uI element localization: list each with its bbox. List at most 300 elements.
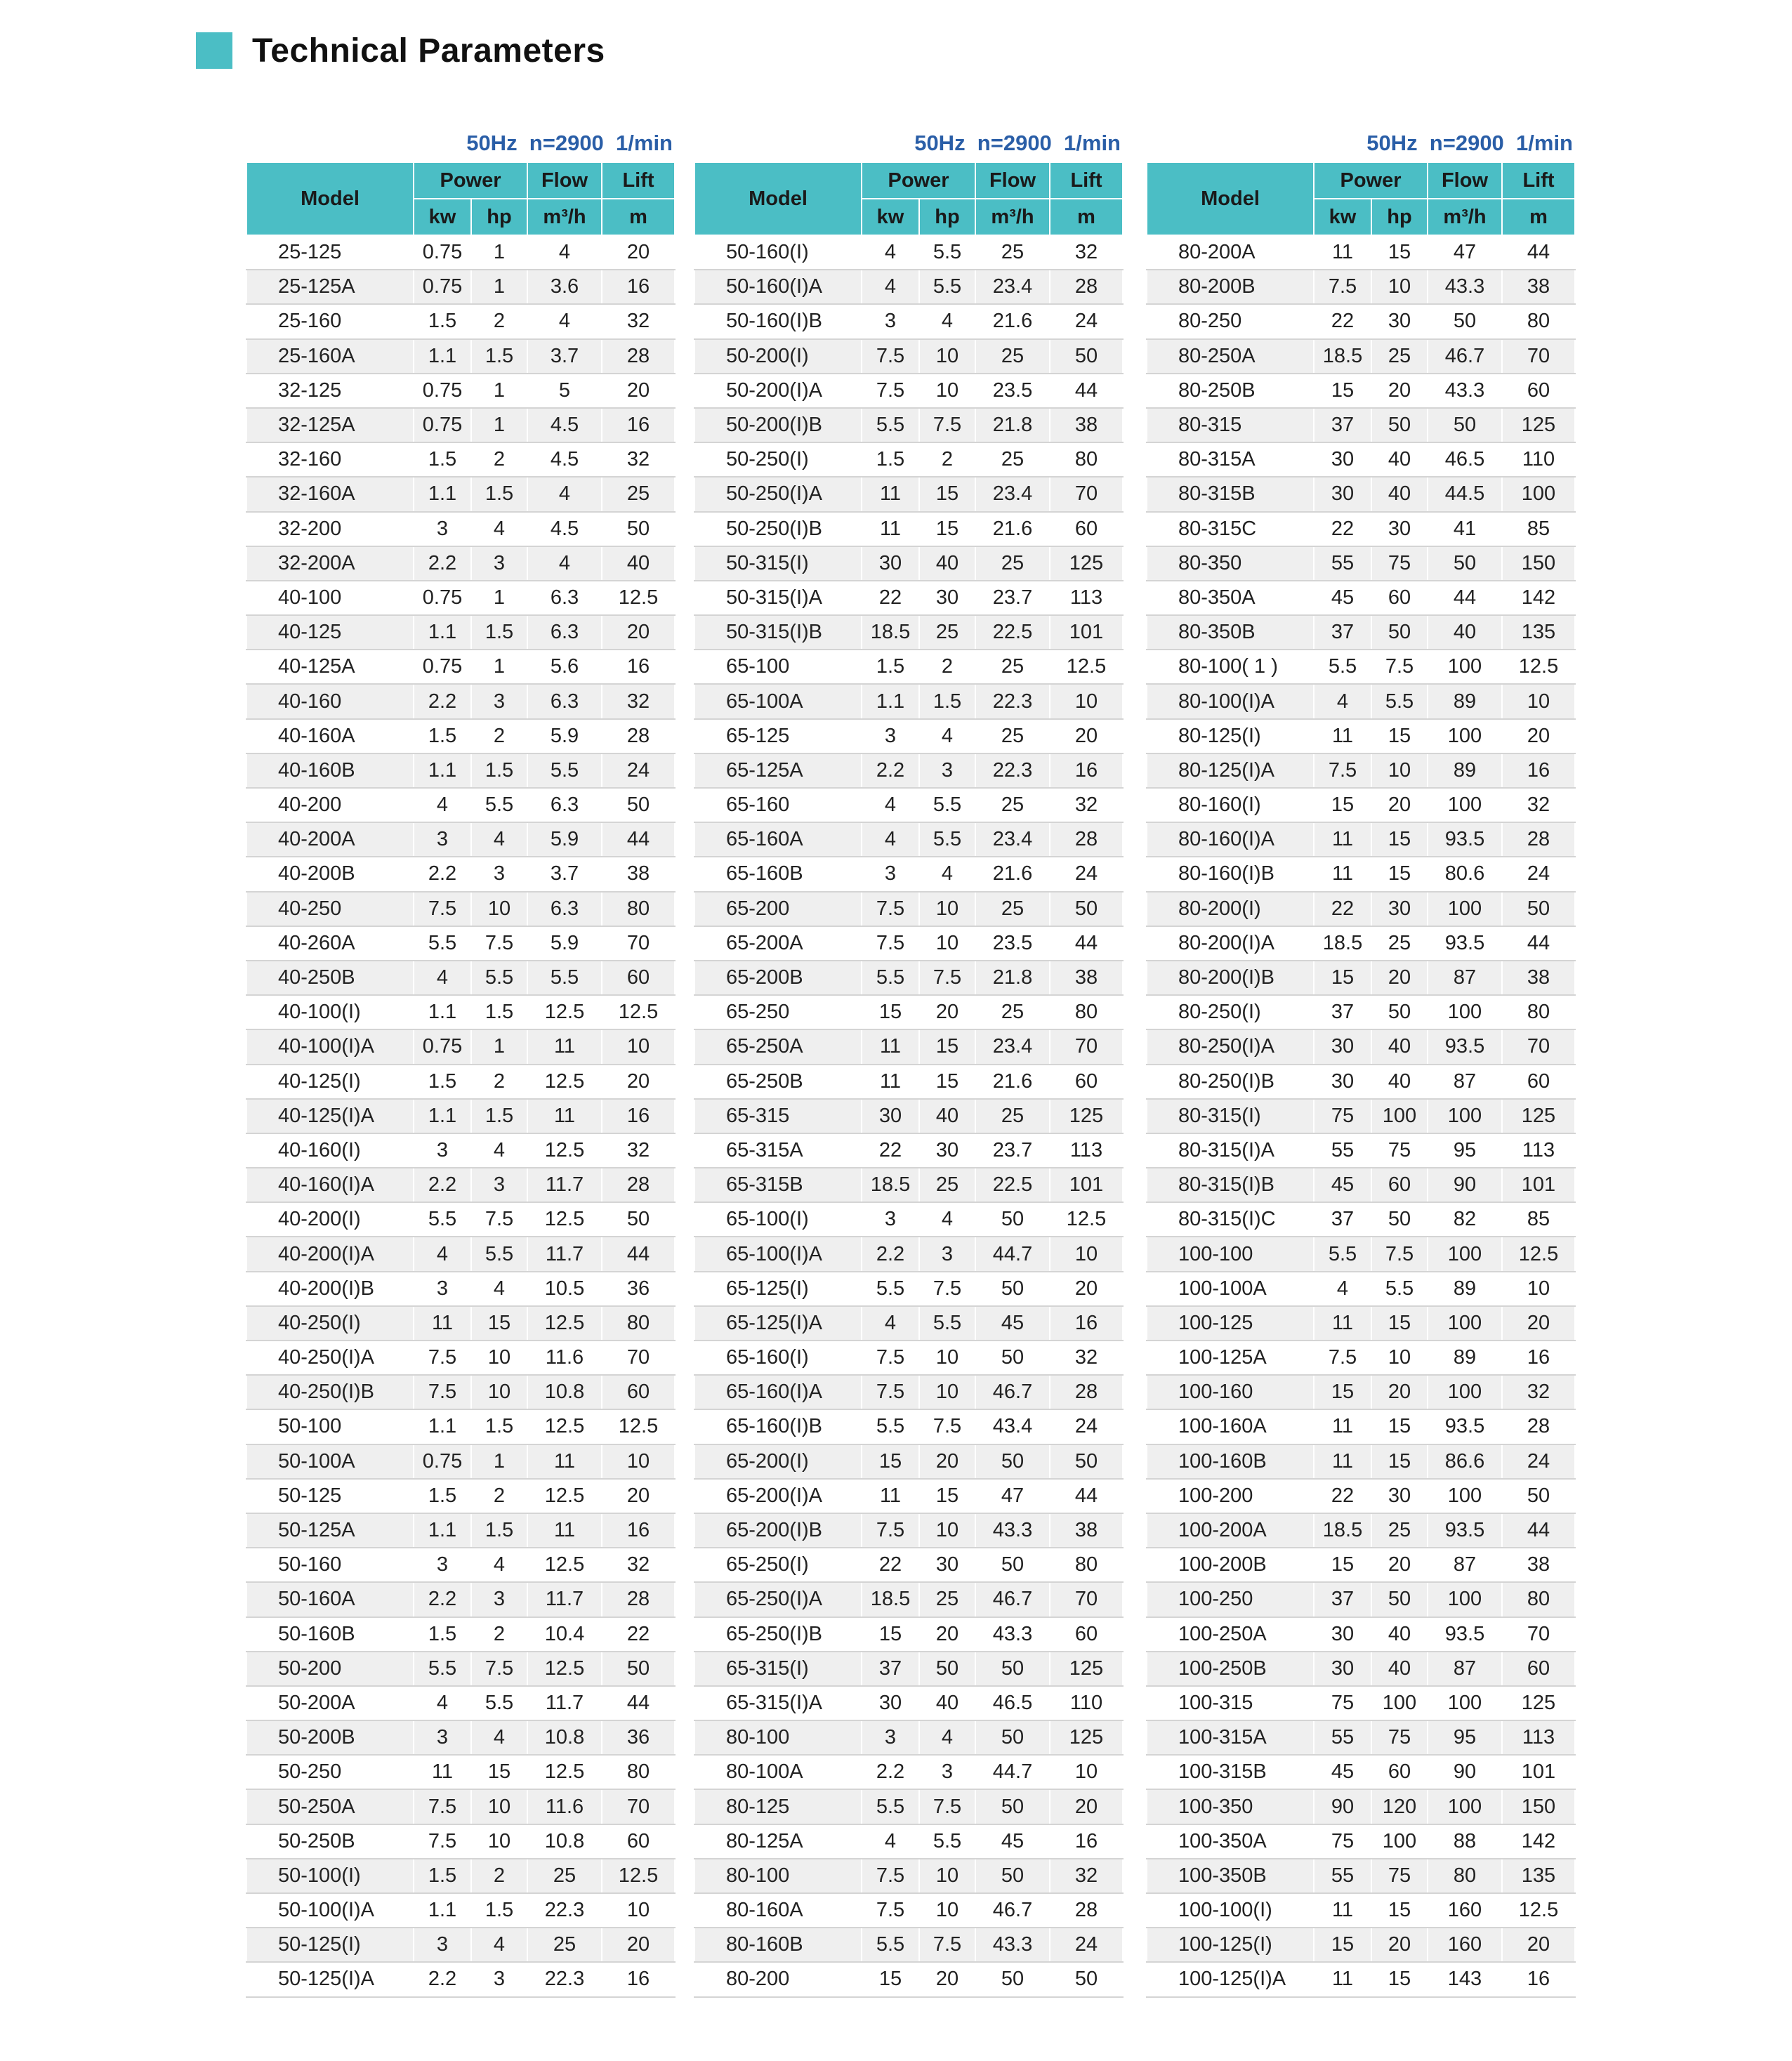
lift-cell: 125	[1050, 1720, 1123, 1755]
flow-cell: 5.9	[527, 822, 602, 857]
flow-cell: 100	[1428, 995, 1502, 1029]
hp-cell: 25	[1371, 1513, 1428, 1548]
hp-cell: 7.5	[919, 1409, 975, 1444]
hp-cell: 15	[919, 1029, 975, 1064]
lift-cell: 50	[602, 1202, 675, 1237]
kw-cell: 1.5	[414, 1065, 471, 1099]
hp-cell: 10	[919, 892, 975, 926]
model-cell: 80-160B	[694, 1928, 862, 1962]
hp-cell: 4	[919, 719, 975, 753]
flow-cell: 25	[975, 442, 1050, 477]
lift-cell: 70	[1050, 1029, 1123, 1064]
flow-cell: 50	[975, 1548, 1050, 1582]
kw-cell: 2.2	[414, 857, 471, 891]
table-row	[246, 235, 675, 270]
lift-cell: 20	[602, 235, 675, 270]
table-row	[1147, 1029, 1575, 1064]
model-cell: 80-250(I)B	[1147, 1065, 1314, 1099]
hp-cell: 5.5	[919, 270, 975, 304]
table-row	[246, 684, 675, 718]
flow-cell: 93.5	[1428, 1029, 1502, 1064]
kw-cell: 5.5	[1314, 1237, 1371, 1271]
hp-cell: 1.5	[471, 615, 527, 650]
model-cell: 50-250A	[246, 1789, 414, 1824]
model-cell: 80-125(I)	[1147, 719, 1314, 753]
hp-cell: 1.5	[471, 995, 527, 1029]
table-row	[694, 304, 1123, 338]
hp-cell: 2	[919, 650, 975, 684]
flow-cell: 86.6	[1428, 1444, 1502, 1479]
table-row	[246, 304, 675, 338]
table-row	[694, 270, 1123, 304]
flow-cell: 44.5	[1428, 477, 1502, 511]
hp-cell: 3	[471, 1168, 527, 1202]
hp-cell: 3	[919, 1237, 975, 1271]
flow-cell: 23.7	[975, 1133, 1050, 1168]
table-row	[694, 1341, 1123, 1375]
hp-cell: 20	[1371, 1548, 1428, 1582]
kw-cell: 18.5	[1314, 339, 1371, 374]
table-row	[694, 684, 1123, 718]
flow-cell: 25	[975, 788, 1050, 822]
flow-cell: 82	[1428, 1202, 1502, 1237]
table-row	[694, 1824, 1123, 1859]
model-cell: 50-200B	[246, 1720, 414, 1755]
hp-cell: 5.5	[919, 1306, 975, 1341]
kw-cell: 3	[862, 1720, 919, 1755]
model-cell: 40-250	[246, 892, 414, 926]
flow-cell: 22.3	[527, 1962, 602, 1996]
model-cell: 25-160	[246, 304, 414, 338]
model-cell: 65-125(I)A	[694, 1306, 862, 1341]
model-cell: 80-315(I)C	[1147, 1202, 1314, 1237]
hp-cell: 15	[1371, 1893, 1428, 1928]
kw-cell: 1.1	[414, 339, 471, 374]
flow-cell: 43.3	[975, 1617, 1050, 1652]
flow-cell: 12.5	[527, 1202, 602, 1237]
table-row	[1147, 1237, 1575, 1271]
flow-cell: 80.6	[1428, 857, 1502, 891]
lift-cell: 125	[1502, 1686, 1575, 1720]
flow-cell: 100	[1428, 719, 1502, 753]
hp-cell: 30	[919, 1548, 975, 1582]
hp-cell: 30	[919, 1133, 975, 1168]
kw-cell: 30	[1314, 477, 1371, 511]
kw-cell: 5.5	[414, 1202, 471, 1237]
lift-cell: 50	[602, 512, 675, 546]
hp-cell: 5.5	[919, 1824, 975, 1859]
lift-cell: 10	[1502, 1272, 1575, 1306]
flow-cell: 47	[975, 1479, 1050, 1513]
table-row	[694, 1375, 1123, 1409]
model-cell: 65-125(I)	[694, 1272, 862, 1306]
table-row	[246, 1789, 675, 1824]
flow-cell: 100	[1428, 1099, 1502, 1133]
table-row	[246, 995, 675, 1029]
model-cell: 40-250(I)	[246, 1306, 414, 1341]
hp-cell: 10	[919, 926, 975, 961]
kw-cell: 11	[1314, 1893, 1371, 1928]
model-cell: 40-160(I)A	[246, 1168, 414, 1202]
model-cell: 80-315(I)A	[1147, 1133, 1314, 1168]
lift-cell: 125	[1050, 1652, 1123, 1686]
model-cell: 80-160(I)A	[1147, 822, 1314, 857]
lift-cell: 12.5	[602, 1409, 675, 1444]
table-row	[1147, 1272, 1575, 1306]
table-row	[694, 1168, 1123, 1202]
table-row	[1147, 1168, 1575, 1202]
flow-cell: 23.4	[975, 270, 1050, 304]
hp-cell: 1.5	[471, 477, 527, 511]
kw-cell: 55	[1314, 546, 1371, 581]
table-row	[694, 1099, 1123, 1133]
model-cell: 100-315	[1147, 1686, 1314, 1720]
parameter-table	[1146, 162, 1576, 1998]
kw-cell: 15	[862, 1962, 919, 1996]
model-cell: 80-160(I)B	[1147, 857, 1314, 891]
table-row	[246, 1962, 675, 1996]
kw-cell: 18.5	[862, 615, 919, 650]
flow-cell: 87	[1428, 1548, 1502, 1582]
model-cell: 100-125	[1147, 1306, 1314, 1341]
kw-cell: 1.5	[414, 1617, 471, 1652]
hp-cell: 20	[1371, 961, 1428, 995]
kw-cell: 4	[862, 270, 919, 304]
hp-cell: 30	[1371, 892, 1428, 926]
kw-cell: 15	[1314, 961, 1371, 995]
flow-cell: 43.3	[1428, 374, 1502, 408]
kw-cell: 18.5	[862, 1168, 919, 1202]
lift-cell: 20	[602, 1928, 675, 1962]
header-power: Power	[414, 162, 527, 199]
lift-cell: 60	[602, 1375, 675, 1409]
flow-cell: 50	[975, 1859, 1050, 1893]
table-row	[694, 1513, 1123, 1548]
model-cell: 100-160A	[1147, 1409, 1314, 1444]
table-row	[246, 339, 675, 374]
hp-cell: 25	[1371, 926, 1428, 961]
hp-cell: 1.5	[471, 1099, 527, 1133]
model-cell: 100-350B	[1147, 1859, 1314, 1893]
lift-cell: 80	[1050, 995, 1123, 1029]
flow-cell: 43.3	[975, 1928, 1050, 1962]
flow-cell: 41	[1428, 512, 1502, 546]
table-row	[1147, 822, 1575, 857]
kw-cell: 11	[1314, 1444, 1371, 1479]
table-row	[1147, 339, 1575, 374]
hp-cell: 40	[919, 1686, 975, 1720]
model-cell: 65-100A	[694, 684, 862, 718]
model-cell: 80-160(I)	[1147, 788, 1314, 822]
model-cell: 65-160(I)A	[694, 1375, 862, 1409]
lift-cell: 50	[1502, 892, 1575, 926]
table-row	[246, 442, 675, 477]
table-row	[694, 1859, 1123, 1893]
hp-cell: 30	[1371, 512, 1428, 546]
kw-cell: 2.2	[414, 1582, 471, 1616]
flow-cell: 50	[975, 1202, 1050, 1237]
flow-cell: 11	[527, 1513, 602, 1548]
lift-cell: 50	[1050, 1962, 1123, 1996]
model-cell: 40-125A	[246, 650, 414, 684]
hp-cell: 5.5	[471, 1237, 527, 1271]
flow-cell: 89	[1428, 1341, 1502, 1375]
model-cell: 32-200	[246, 512, 414, 546]
hp-cell: 30	[919, 581, 975, 615]
lift-cell: 32	[602, 304, 675, 338]
kw-cell: 37	[1314, 1582, 1371, 1616]
flow-cell: 50	[975, 1444, 1050, 1479]
table-row	[694, 995, 1123, 1029]
title-marker	[196, 32, 232, 69]
kw-cell: 7.5	[862, 1341, 919, 1375]
flow-cell: 25	[975, 1099, 1050, 1133]
lift-cell: 50	[602, 788, 675, 822]
model-cell: 40-260A	[246, 926, 414, 961]
hp-cell: 10	[919, 1513, 975, 1548]
lift-cell: 10	[1050, 684, 1123, 718]
table-row	[246, 408, 675, 442]
flow-cell: 143	[1428, 1962, 1502, 1996]
hp-cell: 15	[1371, 719, 1428, 753]
hp-cell: 100	[1371, 1824, 1428, 1859]
flow-cell: 10.8	[527, 1824, 602, 1859]
lift-cell: 12.5	[1050, 1202, 1123, 1237]
lift-cell: 40	[602, 546, 675, 581]
hp-cell: 4	[471, 822, 527, 857]
model-cell: 100-125A	[1147, 1341, 1314, 1375]
table-row	[246, 1686, 675, 1720]
model-cell: 65-125A	[694, 753, 862, 788]
table-row	[246, 1444, 675, 1479]
lift-cell: 110	[1502, 442, 1575, 477]
lift-cell: 80	[602, 1306, 675, 1341]
hp-cell: 10	[919, 1893, 975, 1928]
hp-cell: 20	[1371, 788, 1428, 822]
lift-cell: 28	[1502, 1409, 1575, 1444]
lift-cell: 125	[1502, 1099, 1575, 1133]
model-cell: 80-200A	[1147, 235, 1314, 270]
flow-cell: 23.5	[975, 926, 1050, 961]
header-model: Model	[694, 162, 862, 235]
lift-cell: 16	[1502, 753, 1575, 788]
lift-cell: 70	[1502, 1617, 1575, 1652]
kw-cell: 7.5	[862, 1859, 919, 1893]
kw-cell: 1.5	[862, 650, 919, 684]
kw-cell: 15	[1314, 1548, 1371, 1582]
hp-cell: 15	[1371, 235, 1428, 270]
flow-cell: 87	[1428, 1065, 1502, 1099]
table-row	[694, 719, 1123, 753]
lift-cell: 12.5	[602, 1859, 675, 1893]
table-row	[694, 822, 1123, 857]
table-row	[246, 270, 675, 304]
model-cell: 50-250	[246, 1755, 414, 1789]
kw-cell: 0.75	[414, 408, 471, 442]
flow-cell: 43.4	[975, 1409, 1050, 1444]
hp-cell: 10	[1371, 753, 1428, 788]
kw-cell: 5.5	[862, 1928, 919, 1962]
table-row	[1147, 1306, 1575, 1341]
kw-cell: 55	[1314, 1859, 1371, 1893]
flow-cell: 25	[975, 235, 1050, 270]
flow-cell: 11.7	[527, 1582, 602, 1616]
model-cell: 50-315(I)A	[694, 581, 862, 615]
hp-cell: 3	[919, 753, 975, 788]
hp-cell: 20	[919, 1962, 975, 1996]
hp-cell: 5.5	[471, 788, 527, 822]
table-row	[246, 1893, 675, 1928]
table-row	[1147, 1479, 1575, 1513]
kw-cell: 0.75	[414, 650, 471, 684]
table-row	[694, 1582, 1123, 1616]
model-cell: 65-100(I)	[694, 1202, 862, 1237]
model-cell: 100-100(I)	[1147, 1893, 1314, 1928]
model-cell: 80-100( 1 )	[1147, 650, 1314, 684]
flow-cell: 4.5	[527, 512, 602, 546]
kw-cell: 7.5	[414, 1789, 471, 1824]
lift-cell: 36	[602, 1720, 675, 1755]
model-cell: 65-200(I)A	[694, 1479, 862, 1513]
kw-cell: 5.5	[862, 408, 919, 442]
model-cell: 65-250	[694, 995, 862, 1029]
lift-cell: 16	[602, 408, 675, 442]
kw-cell: 7.5	[862, 1513, 919, 1548]
lift-cell: 80	[602, 892, 675, 926]
flow-cell: 90	[1428, 1755, 1502, 1789]
hp-cell: 40	[919, 1099, 975, 1133]
flow-cell: 23.5	[975, 374, 1050, 408]
kw-cell: 7.5	[862, 1375, 919, 1409]
kw-cell: 1.1	[414, 1513, 471, 1548]
lift-cell: 60	[602, 1824, 675, 1859]
frequency-label: 50Hz n=2900 1/min	[1366, 131, 1573, 155]
lift-cell: 16	[602, 270, 675, 304]
flow-cell: 3.7	[527, 339, 602, 374]
table-row	[694, 374, 1123, 408]
model-cell: 32-200A	[246, 546, 414, 581]
table-row	[694, 408, 1123, 442]
kw-cell: 2.2	[862, 1237, 919, 1271]
flow-cell: 88	[1428, 1824, 1502, 1859]
header-lift: Lift	[1502, 162, 1575, 199]
table-row	[694, 235, 1123, 270]
flow-cell: 12.5	[527, 1133, 602, 1168]
lift-cell: 24	[602, 753, 675, 788]
lift-cell: 24	[1050, 1928, 1123, 1962]
table-row	[694, 857, 1123, 891]
hp-cell: 1	[471, 270, 527, 304]
table-row	[246, 615, 675, 650]
lift-cell: 16	[602, 650, 675, 684]
kw-cell: 1.1	[414, 477, 471, 511]
kw-cell: 2.2	[862, 1755, 919, 1789]
table-row	[246, 719, 675, 753]
lift-cell: 70	[1502, 1029, 1575, 1064]
lift-cell: 28	[602, 719, 675, 753]
hp-cell: 2	[471, 1859, 527, 1893]
table-row	[246, 1029, 675, 1064]
kw-cell: 0.75	[414, 581, 471, 615]
lift-cell: 10	[602, 1444, 675, 1479]
kw-cell: 45	[1314, 581, 1371, 615]
lift-cell: 100	[1502, 477, 1575, 511]
lift-cell: 44	[1502, 926, 1575, 961]
kw-cell: 1.1	[414, 1099, 471, 1133]
kw-cell: 15	[862, 995, 919, 1029]
flow-cell: 23.4	[975, 477, 1050, 511]
lift-cell: 80	[1502, 304, 1575, 338]
hp-cell: 50	[1371, 995, 1428, 1029]
lift-cell: 32	[602, 1133, 675, 1168]
table-row	[246, 1202, 675, 1237]
table-row	[694, 1479, 1123, 1513]
model-cell: 80-250(I)	[1147, 995, 1314, 1029]
flow-cell: 89	[1428, 753, 1502, 788]
kw-cell: 3	[862, 719, 919, 753]
lift-cell: 44	[1502, 235, 1575, 270]
kw-cell: 5.5	[1314, 650, 1371, 684]
table-row	[694, 1548, 1123, 1582]
table-row	[694, 1652, 1123, 1686]
hp-cell: 7.5	[919, 1272, 975, 1306]
header-flow: Flow	[975, 162, 1050, 199]
frequency-label: 50Hz n=2900 1/min	[466, 131, 673, 155]
hp-cell: 1	[471, 235, 527, 270]
hp-cell: 15	[919, 512, 975, 546]
lift-cell: 70	[602, 926, 675, 961]
flow-cell: 93.5	[1428, 822, 1502, 857]
hp-cell: 75	[1371, 1720, 1428, 1755]
kw-cell: 15	[1314, 1375, 1371, 1409]
lift-cell: 50	[1050, 892, 1123, 926]
model-cell: 100-160B	[1147, 1444, 1314, 1479]
table-row	[1147, 1928, 1575, 1962]
kw-cell: 2.2	[414, 1168, 471, 1202]
table-row	[1147, 753, 1575, 788]
hp-cell: 3	[471, 684, 527, 718]
table-row	[1147, 926, 1575, 961]
table-row	[246, 512, 675, 546]
table-row	[1147, 1341, 1575, 1375]
hp-cell: 7.5	[919, 1928, 975, 1962]
table-row	[246, 1928, 675, 1962]
kw-cell: 2.2	[414, 546, 471, 581]
model-cell: 40-250(I)A	[246, 1341, 414, 1375]
model-cell: 80-160A	[694, 1893, 862, 1928]
model-cell: 40-200(I)B	[246, 1272, 414, 1306]
table-row	[694, 1928, 1123, 1962]
model-cell: 50-200(I)B	[694, 408, 862, 442]
kw-cell: 11	[862, 1479, 919, 1513]
hp-cell: 10	[471, 1824, 527, 1859]
model-cell: 25-160A	[246, 339, 414, 374]
table-row	[694, 1306, 1123, 1341]
hp-cell: 1	[471, 408, 527, 442]
kw-cell: 22	[862, 1133, 919, 1168]
hp-cell: 7.5	[471, 926, 527, 961]
header-kw: kw	[414, 199, 471, 235]
lift-cell: 10	[1050, 1237, 1123, 1271]
model-cell: 50-100	[246, 1409, 414, 1444]
hp-cell: 3	[471, 857, 527, 891]
flow-cell: 45	[975, 1824, 1050, 1859]
table-row	[246, 926, 675, 961]
flow-cell: 6.3	[527, 615, 602, 650]
lift-cell: 80	[1502, 995, 1575, 1029]
model-cell: 80-250	[1147, 304, 1314, 338]
lift-cell: 16	[1050, 1306, 1123, 1341]
